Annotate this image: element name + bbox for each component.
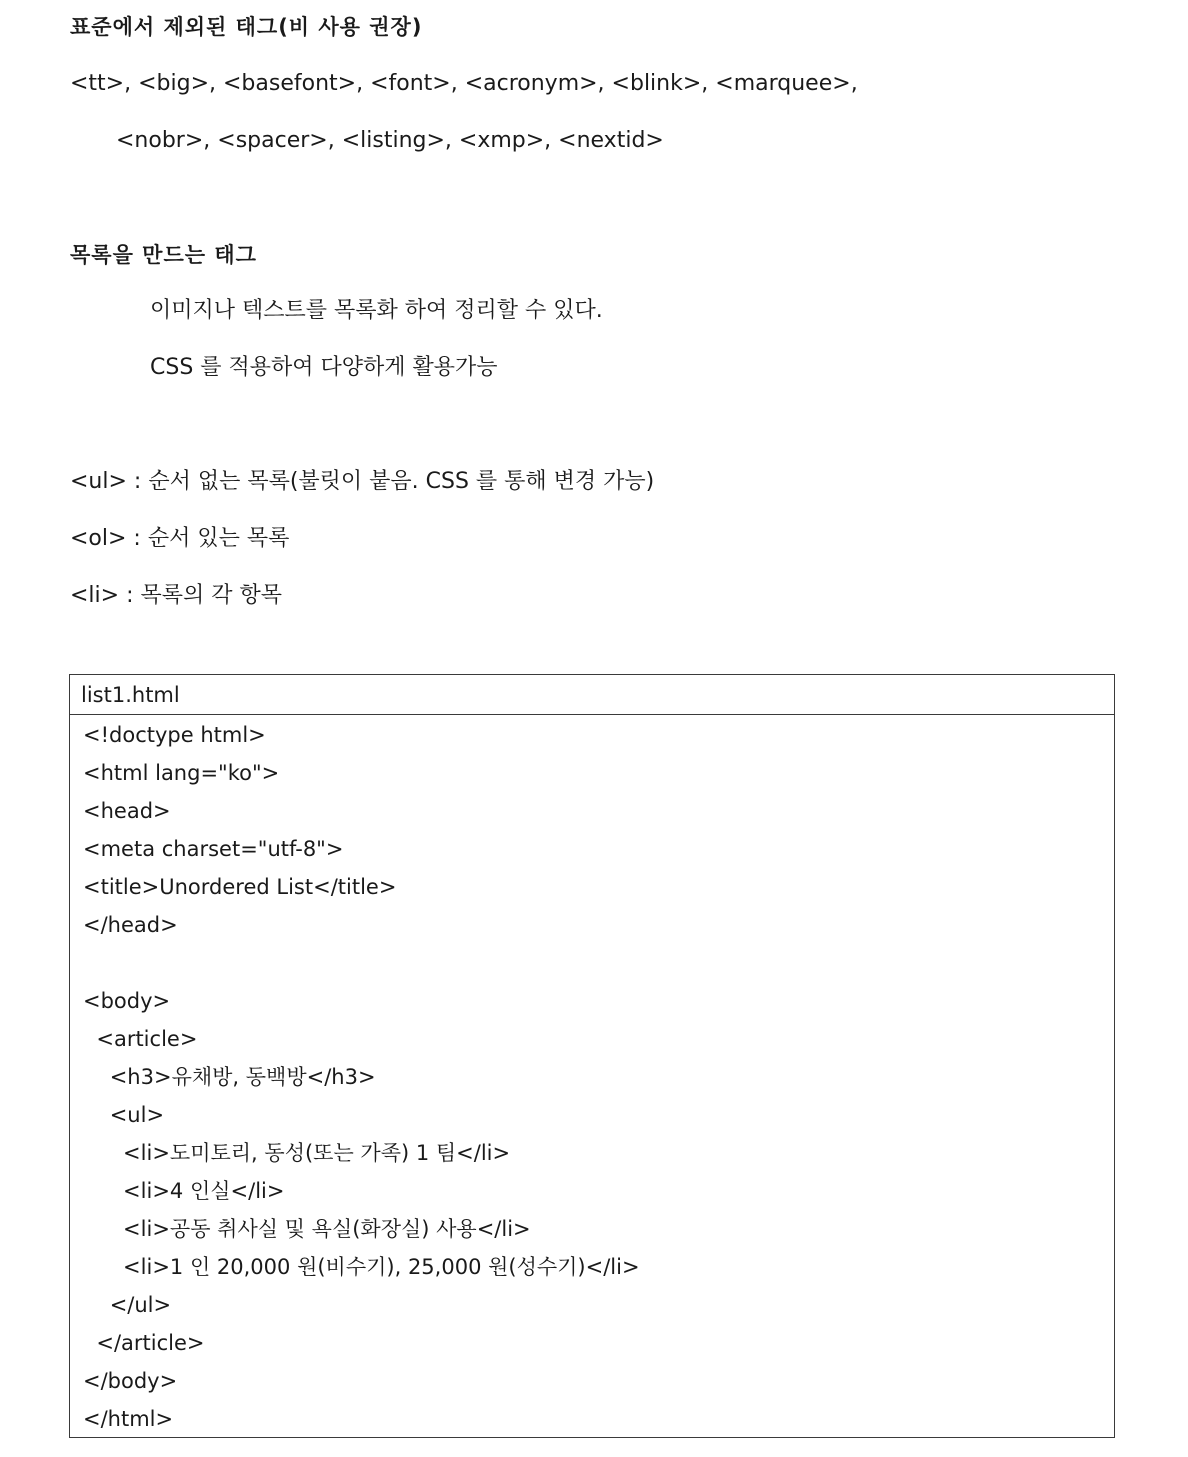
code-line: <h3>유채방, 동백방</h3> [83, 1065, 376, 1089]
code-line: </body> [83, 1369, 178, 1393]
code-line: </ul> [83, 1293, 172, 1317]
deprecated-tags-line-1: <tt>, <big>, <basefont>, <font>, <acronym>, <blink>, <marquee>, [70, 71, 858, 96]
list-tag-item-ol: <ol> : 순서 있는 목록 [70, 526, 290, 551]
code-line: <!doctype html> [83, 723, 266, 747]
code-line: <meta charset="utf-8"> [83, 837, 344, 861]
list-tag-item-li: <li> : 목록의 각 항목 [70, 583, 282, 608]
code-box-header [70, 675, 1114, 715]
list-tags-heading: 목록을 만드는 태그 [70, 243, 257, 267]
deprecated-tags-line-2: <nobr>, <spacer>, <listing>, <xmp>, <nextid> [116, 128, 664, 153]
code-line: <title>Unordered List</title> [83, 875, 397, 899]
list-tags-description-2: CSS 를 적용하여 다양하게 활용가능 [150, 355, 498, 380]
list-tags-description-1: 이미지나 텍스트를 목록화 하여 정리할 수 있다. [150, 298, 603, 323]
code-line: <body> [83, 989, 171, 1013]
code-line: <li>4 인실</li> [83, 1179, 285, 1203]
code-line: <ul> [83, 1103, 165, 1127]
code-line: <head> [83, 799, 171, 823]
code-line: </article> [83, 1331, 205, 1355]
code-line: <li>공동 취사실 및 욕실(화장실) 사용</li> [83, 1217, 531, 1241]
code-file-name: list1.html [81, 683, 180, 707]
code-line: <article> [83, 1027, 198, 1051]
code-line: <li>1 인 20,000 원(비수기), 25,000 원(성수기)</li> [83, 1255, 640, 1279]
code-line: </html> [83, 1407, 174, 1431]
list-tag-item-ul: <ul> : 순서 없는 목록(불릿이 붙음. CSS 를 통해 변경 가능) [70, 469, 655, 494]
code-line: <li>도미토리, 동성(또는 가족) 1 팀</li> [83, 1141, 511, 1165]
code-line: </head> [83, 913, 178, 937]
deprecated-tags-heading: 표준에서 제외된 태그(비 사용 권장) [70, 15, 423, 39]
code-box [69, 674, 1115, 1438]
code-line: <html lang="ko"> [83, 761, 280, 785]
